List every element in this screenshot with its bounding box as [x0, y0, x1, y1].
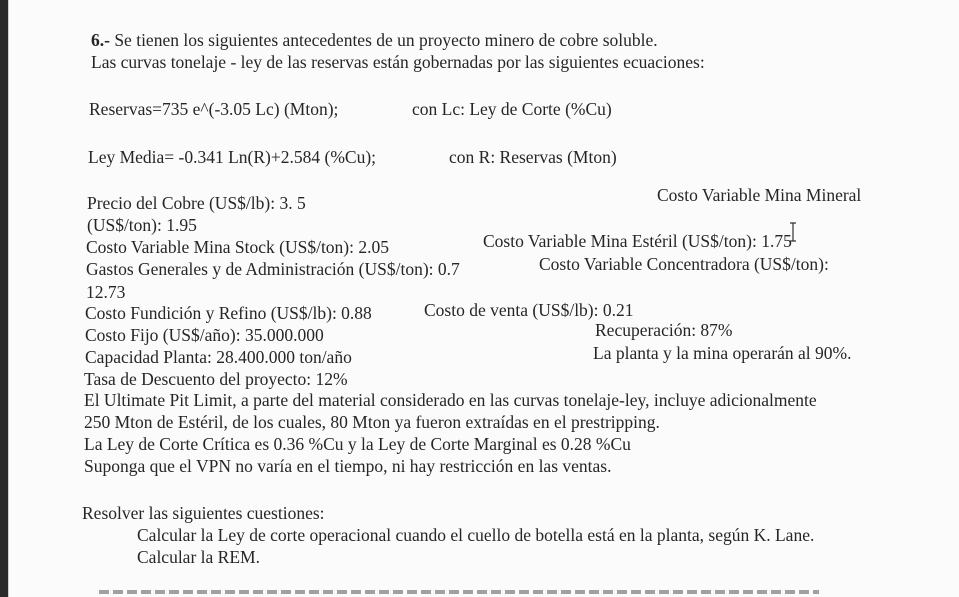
costo-fijo: Costo Fijo (US$/año): 35.000.000 [85, 325, 324, 345]
document-page [8, 0, 959, 597]
upl-line-2: 250 Mton de Estéril, de los cuales, 80 Mton ya fueron extraídas en el prestripping. [84, 412, 660, 432]
precio-cobre: Precio del Cobre (US$/lb): 3. 5 [87, 193, 306, 213]
costo-mina-mineral-value: (US$/ton): 1.95 [87, 215, 197, 235]
equation-reservas-note: con Lc: Ley de Corte (%Cu) [412, 99, 612, 119]
intro-line-2: Las curvas tonelaje - ley de las reservas están gobernadas por las siguientes ecuaciones: [91, 52, 705, 72]
intro-line-1 [91, 30, 658, 50]
tasa-descuento: Tasa de Descuento del proyecto: 12% [84, 369, 348, 389]
question-item: Calcular la Ley de corte operacional cuando el cuello de botella está en la planta, según K. Lane. [137, 525, 815, 545]
upl-line-1: El Ultimate Pit Limit, a parte del material considerado en las curvas tonelaje-ley, incluye adicionalmente [84, 390, 817, 410]
operacion-planta-mina: La planta y la mina operarán al 90%. [593, 343, 852, 363]
equation-reservas: Reservas=735 e^(-3.05 Lc) (Mton); [89, 99, 339, 119]
costo-concentradora-value: 12.73 [86, 282, 126, 302]
capacidad-planta: Capacidad Planta: 28.400.000 ton/año [85, 347, 352, 367]
problem-number: 6.- [91, 30, 110, 50]
costo-mina-mineral-label: Costo Variable Mina Mineral [657, 185, 862, 205]
equation-ley-note: con R: Reservas (Mton) [449, 147, 617, 167]
equation-ley-media: Ley Media= -0.341 Ln(R)+2.584 (%Cu); [88, 147, 377, 167]
text-cursor-icon [789, 222, 797, 242]
gastos-generales: Gastos Generales y de Administración (US$/ton): 0.7 [86, 259, 460, 279]
cut-off-text-line [99, 590, 819, 594]
costo-venta: Costo de venta (US$/lb): 0.21 [424, 300, 634, 320]
vpn-assumption: Suponga que el VPN no varía en el tiempo, ni hay restricción en las ventas. [84, 456, 612, 476]
question-item: Calcular la REM. [137, 547, 260, 567]
intro-text: Se tienen los siguientes antecedentes de un proyecto minero de cobre soluble. [114, 30, 658, 50]
questions-heading: Resolver las siguientes cuestiones: [82, 503, 325, 523]
costo-fundicion: Costo Fundición y Refino (US$/lb): 0.88 [85, 303, 372, 323]
costo-concentradora-label: Costo Variable Concentradora (US$/ton): [539, 254, 829, 274]
recuperacion: Recuperación: 87% [595, 320, 733, 340]
costo-mina-esteril: Costo Variable Mina Estéril (US$/ton): 1.75 [483, 231, 792, 251]
ley-corte-info: La Ley de Corte Crítica es 0.36 %Cu y la Ley de Corte Marginal es 0.28 %Cu [84, 434, 631, 454]
costo-mina-stock: Costo Variable Mina Stock (US$/ton): 2.05 [86, 237, 389, 257]
